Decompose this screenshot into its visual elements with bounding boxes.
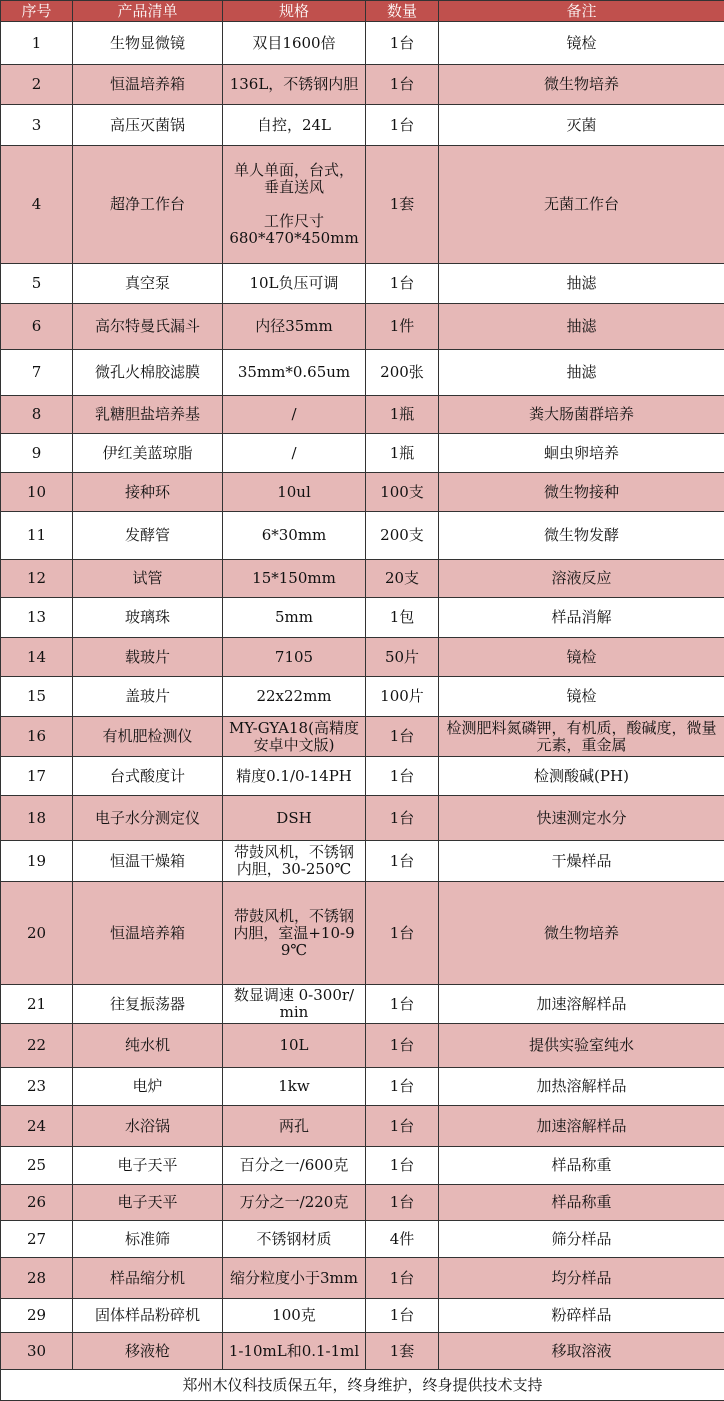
header-note: 备注 — [439, 1, 724, 22]
cell-no: 15 — [1, 677, 73, 717]
cell-qty: 200支 — [366, 512, 439, 560]
cell-no: 3 — [1, 105, 73, 146]
cell-spec: / — [223, 396, 366, 434]
cell-qty: 1台 — [366, 1106, 439, 1147]
cell-product: 固体样品粉碎机 — [73, 1299, 223, 1333]
cell-product: 恒温干燥箱 — [73, 841, 223, 882]
cell-qty: 200张 — [366, 350, 439, 396]
cell-qty: 1台 — [366, 1024, 439, 1068]
cell-product: 电子天平 — [73, 1185, 223, 1221]
cell-spec: 6*30mm — [223, 512, 366, 560]
cell-qty: 1台 — [366, 1185, 439, 1221]
cell-note: 溶液反应 — [439, 560, 724, 598]
cell-spec: 10L负压可调 — [223, 264, 366, 304]
cell-product: 盖玻片 — [73, 677, 223, 717]
cell-no: 13 — [1, 598, 73, 638]
cell-qty: 1件 — [366, 304, 439, 350]
table-row — [1, 1147, 724, 1185]
cell-qty: 1台 — [366, 717, 439, 757]
cell-product: 电炉 — [73, 1068, 223, 1106]
cell-note: 抽滤 — [439, 264, 724, 304]
cell-no: 17 — [1, 757, 73, 796]
cell-qty: 1瓶 — [366, 434, 439, 473]
table-footer — [1, 1370, 724, 1401]
cell-product: 标准筛 — [73, 1221, 223, 1258]
cell-note: 提供实验室纯水 — [439, 1024, 724, 1068]
table-row — [1, 512, 724, 560]
table-row — [1, 560, 724, 598]
cell-note: 镜检 — [439, 22, 724, 65]
table-row — [1, 264, 724, 304]
table-row — [1, 473, 724, 512]
cell-note: 抽滤 — [439, 350, 724, 396]
cell-qty: 20支 — [366, 560, 439, 598]
cell-spec: 单人单面，台式， 垂直送风 工作尺寸 680*470*450mm — [223, 146, 366, 264]
cell-spec: 10ul — [223, 473, 366, 512]
cell-no: 27 — [1, 1221, 73, 1258]
cell-no: 26 — [1, 1185, 73, 1221]
cell-note: 微生物接种 — [439, 473, 724, 512]
table-row — [1, 598, 724, 638]
cell-no: 24 — [1, 1106, 73, 1147]
cell-spec: MY-GYA18(高精度安卓中文版) — [223, 717, 366, 757]
cell-no: 20 — [1, 882, 73, 985]
table-row — [1, 796, 724, 841]
cell-no: 11 — [1, 512, 73, 560]
cell-product: 恒温培养箱 — [73, 882, 223, 985]
cell-note: 检测肥料氮磷钾，有机质，酸碱度，微量元素，重金属 — [439, 717, 724, 757]
cell-spec: 两孔 — [223, 1106, 366, 1147]
cell-spec: 内径35mm — [223, 304, 366, 350]
cell-spec: 万分之一/220克 — [223, 1185, 366, 1221]
cell-note: 加速溶解样品 — [439, 985, 724, 1024]
cell-spec: / — [223, 434, 366, 473]
cell-spec: 缩分粒度小于3mm — [223, 1258, 366, 1299]
table-row — [1, 757, 724, 796]
warranty-note: 郑州木仪科技质保五年，终身维护，终身提供技术支持 — [1, 1370, 724, 1401]
cell-qty: 4件 — [366, 1221, 439, 1258]
cell-note: 样品称重 — [439, 1185, 724, 1221]
table-row — [1, 985, 724, 1024]
cell-product: 电子天平 — [73, 1147, 223, 1185]
cell-no: 6 — [1, 304, 73, 350]
cell-spec: 自控，24L — [223, 105, 366, 146]
cell-note: 微生物培养 — [439, 65, 724, 105]
table-header — [1, 1, 724, 22]
cell-no: 21 — [1, 985, 73, 1024]
header-row — [1, 1, 724, 22]
cell-product: 纯水机 — [73, 1024, 223, 1068]
cell-no: 8 — [1, 396, 73, 434]
table-row — [1, 105, 724, 146]
cell-note: 蛔虫卵培养 — [439, 434, 724, 473]
cell-note: 样品消解 — [439, 598, 724, 638]
table-row — [1, 1106, 724, 1147]
cell-product: 水浴锅 — [73, 1106, 223, 1147]
cell-product: 试管 — [73, 560, 223, 598]
header-no: 序号 — [1, 1, 73, 22]
cell-note: 无菌工作台 — [439, 146, 724, 264]
cell-spec: 数显调速 0-300r/min — [223, 985, 366, 1024]
cell-spec: 15*150mm — [223, 560, 366, 598]
table-row — [1, 396, 724, 434]
cell-note: 灭菌 — [439, 105, 724, 146]
cell-qty: 1台 — [366, 882, 439, 985]
cell-qty: 1台 — [366, 264, 439, 304]
cell-note: 移取溶液 — [439, 1333, 724, 1370]
cell-spec: 35mm*0.65um — [223, 350, 366, 396]
cell-no: 1 — [1, 22, 73, 65]
cell-spec: 带鼓风机，不锈钢内胆，室温+10-99℃ — [223, 882, 366, 985]
cell-note: 镜检 — [439, 677, 724, 717]
cell-no: 23 — [1, 1068, 73, 1106]
cell-qty: 1台 — [366, 1299, 439, 1333]
cell-no: 9 — [1, 434, 73, 473]
cell-note: 快速测定水分 — [439, 796, 724, 841]
cell-spec: 22x22mm — [223, 677, 366, 717]
header-qty: 数量 — [366, 1, 439, 22]
cell-product: 超净工作台 — [73, 146, 223, 264]
cell-spec: 7105 — [223, 638, 366, 677]
cell-qty: 100片 — [366, 677, 439, 717]
cell-product: 移液枪 — [73, 1333, 223, 1370]
table-row — [1, 1185, 724, 1221]
cell-qty: 1台 — [366, 1068, 439, 1106]
cell-qty: 1台 — [366, 105, 439, 146]
table-row — [1, 1221, 724, 1258]
cell-no: 22 — [1, 1024, 73, 1068]
cell-note: 微生物培养 — [439, 882, 724, 985]
cell-product: 真空泵 — [73, 264, 223, 304]
cell-note: 镜检 — [439, 638, 724, 677]
cell-qty: 1台 — [366, 1258, 439, 1299]
cell-product: 生物显微镜 — [73, 22, 223, 65]
header-product: 产品清单 — [73, 1, 223, 22]
cell-note: 干燥样品 — [439, 841, 724, 882]
cell-qty: 1台 — [366, 796, 439, 841]
cell-no: 10 — [1, 473, 73, 512]
table-row — [1, 717, 724, 757]
cell-note: 检测酸碱(PH) — [439, 757, 724, 796]
table-row — [1, 434, 724, 473]
cell-no: 5 — [1, 264, 73, 304]
cell-qty: 1套 — [366, 146, 439, 264]
cell-product: 恒温培养箱 — [73, 65, 223, 105]
cell-no: 18 — [1, 796, 73, 841]
cell-spec: 带鼓风机，不锈钢内胆，30-250℃ — [223, 841, 366, 882]
cell-product: 载玻片 — [73, 638, 223, 677]
cell-note: 微生物发酵 — [439, 512, 724, 560]
cell-product: 乳糖胆盐培养基 — [73, 396, 223, 434]
cell-no: 12 — [1, 560, 73, 598]
cell-qty: 50片 — [366, 638, 439, 677]
cell-note: 加热溶解样品 — [439, 1068, 724, 1106]
cell-no: 28 — [1, 1258, 73, 1299]
cell-no: 7 — [1, 350, 73, 396]
cell-qty: 1台 — [366, 22, 439, 65]
cell-note: 抽滤 — [439, 304, 724, 350]
cell-spec: 5mm — [223, 598, 366, 638]
cell-no: 4 — [1, 146, 73, 264]
cell-note: 均分样品 — [439, 1258, 724, 1299]
cell-spec: 精度0.1/0-14PH — [223, 757, 366, 796]
cell-note: 粪大肠菌群培养 — [439, 396, 724, 434]
cell-qty: 1台 — [366, 757, 439, 796]
cell-product: 高压灭菌锅 — [73, 105, 223, 146]
cell-note: 筛分样品 — [439, 1221, 724, 1258]
cell-product: 微孔火棉胶滤膜 — [73, 350, 223, 396]
cell-qty: 1台 — [366, 65, 439, 105]
cell-note: 粉碎样品 — [439, 1299, 724, 1333]
table-row — [1, 146, 724, 264]
table-row — [1, 1299, 724, 1333]
cell-spec: 不锈钢材质 — [223, 1221, 366, 1258]
cell-qty: 1台 — [366, 841, 439, 882]
cell-spec: 百分之一/600克 — [223, 1147, 366, 1185]
cell-no: 25 — [1, 1147, 73, 1185]
cell-product: 高尔特曼氏漏斗 — [73, 304, 223, 350]
footer-row — [1, 1370, 724, 1401]
table-row — [1, 1068, 724, 1106]
cell-qty: 1包 — [366, 598, 439, 638]
cell-no: 14 — [1, 638, 73, 677]
cell-qty: 1台 — [366, 1147, 439, 1185]
cell-qty: 1套 — [366, 1333, 439, 1370]
cell-product: 发酵管 — [73, 512, 223, 560]
cell-no: 2 — [1, 65, 73, 105]
table-row — [1, 1333, 724, 1370]
cell-product: 往复振荡器 — [73, 985, 223, 1024]
cell-spec: 136L，不锈钢内胆 — [223, 65, 366, 105]
cell-note: 样品称重 — [439, 1147, 724, 1185]
table-body — [1, 22, 724, 1370]
header-spec: 规格 — [223, 1, 366, 22]
cell-product: 台式酸度计 — [73, 757, 223, 796]
cell-spec: 双目1600倍 — [223, 22, 366, 65]
cell-spec: 1kw — [223, 1068, 366, 1106]
cell-no: 29 — [1, 1299, 73, 1333]
table-row — [1, 882, 724, 985]
cell-no: 30 — [1, 1333, 73, 1370]
cell-qty: 100支 — [366, 473, 439, 512]
cell-spec: 10L — [223, 1024, 366, 1068]
table-row — [1, 1024, 724, 1068]
table-row — [1, 638, 724, 677]
cell-product: 样品缩分机 — [73, 1258, 223, 1299]
cell-product: 伊红美蓝琼脂 — [73, 434, 223, 473]
cell-product: 电子水分测定仪 — [73, 796, 223, 841]
cell-product: 接种环 — [73, 473, 223, 512]
cell-spec: 100克 — [223, 1299, 366, 1333]
table-row — [1, 304, 724, 350]
table-row — [1, 1258, 724, 1299]
table-row — [1, 65, 724, 105]
cell-product: 玻璃珠 — [73, 598, 223, 638]
cell-qty: 1台 — [366, 985, 439, 1024]
cell-product: 有机肥检测仪 — [73, 717, 223, 757]
table-row — [1, 677, 724, 717]
cell-qty: 1瓶 — [366, 396, 439, 434]
cell-spec: 1-10mL和0.1-1ml — [223, 1333, 366, 1370]
cell-no: 16 — [1, 717, 73, 757]
cell-spec: DSH — [223, 796, 366, 841]
table-row — [1, 22, 724, 65]
table-row — [1, 350, 724, 396]
cell-no: 19 — [1, 841, 73, 882]
cell-note: 加速溶解样品 — [439, 1106, 724, 1147]
table-row — [1, 841, 724, 882]
